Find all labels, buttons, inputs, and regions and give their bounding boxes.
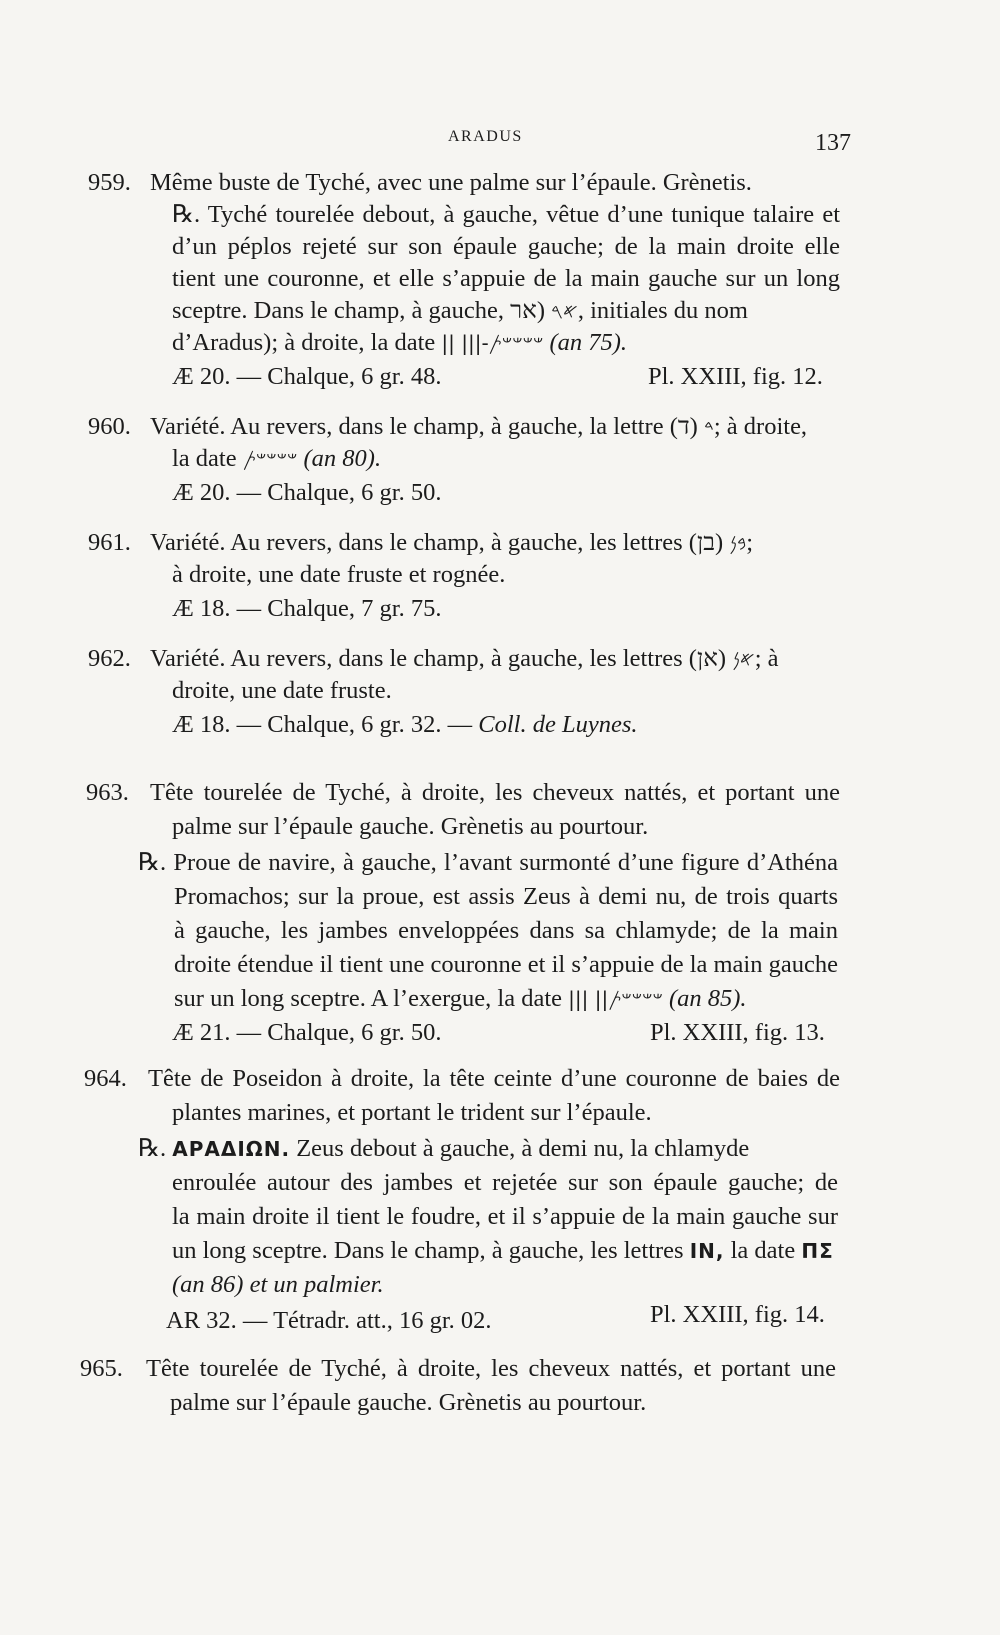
line-text: (בן);	[688, 529, 754, 556]
entry-line: ℞. Tyché tourelée debout, à gauche, vêtue d’une tunique talaire et	[172, 201, 840, 228]
page-number: 137	[815, 130, 851, 156]
entry-number: 961.	[88, 529, 131, 556]
line-text: Variété. Au revers, dans le champ, à gauche, les lettres	[150, 645, 689, 672]
entry-line	[150, 528, 753, 558]
entry-line	[174, 984, 747, 1014]
entry-line: AR 32. — Tétradr. att., 16 gr. 02.	[166, 1307, 492, 1334]
entry-line: tient une couronne, et elle s’appuie de la main gauche sur un long	[172, 265, 840, 292]
line-text: la date	[724, 1237, 802, 1264]
entry-line	[138, 1134, 749, 1164]
line-text: (אר, initiales du nom	[510, 297, 748, 324]
entry-line	[172, 296, 748, 326]
line-text: sceptre. Dans le champ, à gauche,	[172, 297, 511, 324]
plate-reference: Pl. XXIII, fig. 13.	[650, 1019, 825, 1046]
phoenician-letters: 𐤀𐤍	[732, 647, 755, 671]
entry-number: 959.	[88, 169, 131, 196]
line-text: d’Aradus); à droite, la date	[172, 329, 442, 356]
phoenician-date: ||| ||𐤔𐤔𐤔𐤔𐤕	[568, 987, 663, 1011]
line-text: Variété. Au revers, dans le champ, à gauche, la lettre	[150, 413, 670, 440]
entry-line: ℞. Proue de navire, à gauche, l’avant surmonté d’une figure d’Athéna	[138, 849, 838, 876]
entry-line: (an 86) et un palmier.	[172, 1271, 384, 1298]
greek-date: ΠΣ	[801, 1239, 834, 1263]
collection-reference: Coll. de Luynes.	[478, 711, 638, 738]
entry-line	[150, 644, 779, 674]
entry-line	[172, 328, 627, 358]
greek-legend: ΑΡΑΔΙΩΝ.	[172, 1137, 291, 1161]
entry-number: 965.	[80, 1355, 123, 1382]
entry-line: la main droite il tient le foudre, et il s’appuie de la main gauche sur	[172, 1203, 838, 1230]
phoenician-letters: 𐤀𐤓	[551, 299, 578, 323]
entry-number: 964.	[84, 1065, 127, 1092]
entry-number: 963.	[86, 779, 129, 806]
entry-line: Æ 18. — Chalque, 7 gr. 75.	[172, 595, 442, 622]
entry-line: palme sur l’épaule gauche. Grènetis au pourtour.	[170, 1389, 647, 1416]
phoenician-date: || |||-𐤔𐤔𐤔𐤔𐤕	[441, 331, 544, 355]
entry-line: Æ 20. — Chalque, 6 gr. 48.	[172, 363, 442, 390]
plate-reference: Pl. XXIII, fig. 14.	[650, 1301, 825, 1328]
running-title: ARADUS	[448, 128, 523, 145]
entry-line: Æ 21. — Chalque, 6 gr. 50.	[172, 1019, 442, 1046]
entry-line: Promachos; sur la proue, est assis Zeus à demi nu, de trois quarts	[174, 883, 838, 910]
date-year: (an 75).	[549, 329, 628, 356]
entry-line: Tête de Poseidon à droite, la tête ceinte d’une couronne de baies de	[148, 1065, 840, 1092]
phoenician-date: 𐤔𐤔𐤔𐤔𐤕	[242, 447, 298, 471]
phoenician-letter: 𐤃	[703, 415, 714, 439]
line-text: (אן); à	[688, 645, 779, 672]
entry-line: droite étendue il tient une couronne et il s’appuie de la main gauche	[174, 951, 838, 978]
greek-letters: IN,	[689, 1239, 725, 1263]
entry-line: enroulée autour des jambes et rejetée sur son épaule gauche; de	[172, 1169, 838, 1196]
entry-line	[172, 444, 381, 474]
entry-line	[150, 412, 807, 442]
entry-line: Æ 20. — Chalque, 6 gr. 50.	[172, 479, 442, 506]
entry-line: à droite, une date fruste et rognée.	[172, 561, 506, 588]
line-text: ℞.	[138, 1135, 173, 1162]
entry-line	[172, 710, 638, 740]
phoenician-letters: 𐤁𐤍	[729, 531, 747, 555]
entry-line: Tête tourelée de Tyché, à droite, les cheveux nattés, et portant une	[146, 1355, 836, 1382]
line-text: sur un long sceptre. A l’exergue, la date	[174, 985, 569, 1012]
page-header	[0, 128, 1000, 158]
entry-line: d’un péplos rejeté sur son épaule gauche; de la main droite elle	[172, 233, 840, 260]
entry-line: à gauche, les jambes enveloppées dans sa chlamyde; de la main	[174, 917, 838, 944]
entry-line: palme sur l’épaule gauche. Grènetis au pourtour.	[172, 813, 649, 840]
entry-line: droite, une date fruste.	[172, 677, 392, 704]
line-text: Zeus debout à gauche, à demi nu, la chlamyde	[290, 1135, 750, 1162]
entry-number: 960.	[88, 413, 131, 440]
entry-line: Tête tourelée de Tyché, à droite, les cheveux nattés, et portant une	[150, 779, 840, 806]
line-text: la date	[172, 445, 243, 472]
line-text: (ד); à droite,	[669, 413, 808, 440]
entry-line	[172, 1236, 834, 1266]
line-text: un long sceptre. Dans le champ, à gauche, les lettres	[172, 1237, 690, 1264]
line-text: Variété. Au revers, dans le champ, à gauche, les lettres	[150, 529, 689, 556]
plate-reference: Pl. XXIII, fig. 12.	[648, 363, 823, 390]
entry-line: Même buste de Tyché, avec une palme sur l’épaule. Grènetis.	[150, 169, 752, 196]
entry-number: 962.	[88, 645, 131, 672]
date-year: (an 85).	[668, 985, 747, 1012]
line-text: Æ 18. — Chalque, 6 gr. 32. —	[172, 711, 479, 738]
date-year: (an 80).	[303, 445, 382, 472]
entry-line: plantes marines, et portant le trident sur l’épaule.	[172, 1099, 652, 1126]
